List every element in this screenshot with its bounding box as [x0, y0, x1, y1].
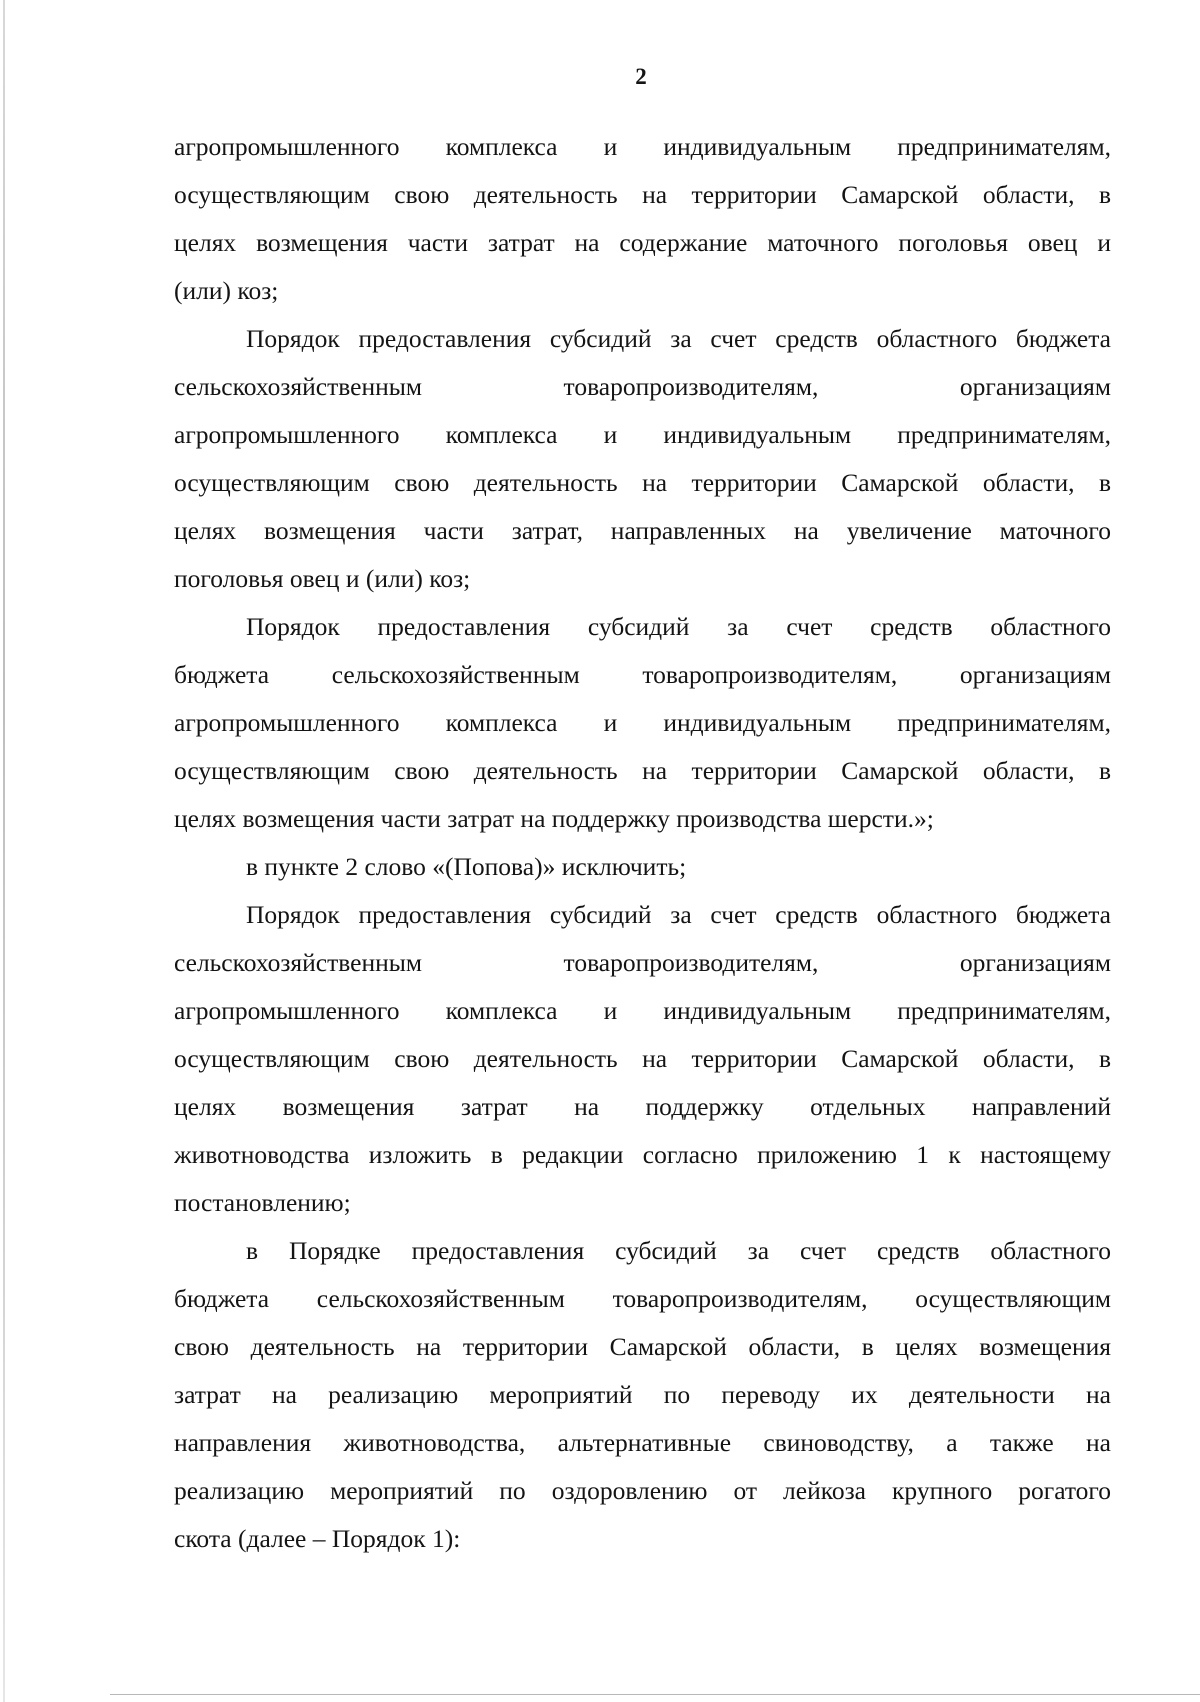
text-line: постановлению; — [174, 1188, 351, 1217]
text-line: осуществляющим свою деятельность на территории Самарской области, в — [174, 468, 1111, 497]
text-line: агропромышленного комплекса и индивидуальным предпринимателям, — [174, 420, 1111, 449]
text-line: (или) коз; — [174, 276, 279, 305]
text-line: поголовья овец и (или) коз; — [174, 564, 471, 593]
text-line: агропромышленного комплекса и индивидуальным предпринимателям, — [174, 708, 1111, 737]
text-line: направления животноводства, альтернативные свиноводству, а также на — [174, 1428, 1111, 1457]
text-line: скота (далее – Порядок 1): — [174, 1524, 461, 1553]
scan-edge-bottom — [110, 1694, 1200, 1695]
text-line: Порядок предоставления субсидий за счет средств областного — [246, 612, 1111, 641]
document-body — [174, 123, 1111, 1563]
text-line: сельскохозяйственным товаропроизводителям, организациям — [174, 948, 1111, 977]
text-line: осуществляющим свою деятельность на территории Самарской области, в — [174, 1044, 1111, 1073]
text-line: агропромышленного комплекса и индивидуальным предпринимателям, — [174, 996, 1111, 1025]
scan-edge-left — [3, 0, 5, 1702]
text-line: осуществляющим свою деятельность на территории Самарской области, в — [174, 756, 1111, 785]
text-line: целях возмещения части затрат на содержание маточного поголовья овец и — [174, 228, 1111, 257]
text-line: бюджета сельскохозяйственным товаропроизводителям, осуществляющим — [174, 1284, 1111, 1313]
text-line: реализацию мероприятий по оздоровлению от лейкоза крупного рогатого — [174, 1476, 1111, 1505]
text-line: Порядок предоставления субсидий за счет средств областного бюджета — [246, 324, 1111, 353]
text-line: целях возмещения затрат на поддержку отдельных направлений — [174, 1092, 1111, 1121]
text-line: свою деятельность на территории Самарской области, в целях возмещения — [174, 1332, 1111, 1361]
text-line: затрат на реализацию мероприятий по переводу их деятельности на — [174, 1380, 1111, 1409]
text-line: в Порядке предоставления субсидий за счет средств областного — [246, 1236, 1111, 1265]
text-line: животноводства изложить в редакции согласно приложению 1 к настоящему — [174, 1140, 1111, 1169]
text-line: целях возмещения части затрат на поддержку производства шерсти.»; — [174, 804, 934, 833]
text-line: целях возмещения части затрат, направленных на увеличение маточного — [174, 516, 1111, 545]
text-line: сельскохозяйственным товаропроизводителям, организациям — [174, 372, 1111, 401]
text-line: Порядок предоставления субсидий за счет средств областного бюджета — [246, 900, 1111, 929]
text-line: агропромышленного комплекса и индивидуальным предпринимателям, — [174, 132, 1111, 161]
text-line: в пункте 2 слово «(Попова)» исключить; — [246, 852, 687, 881]
text-line: бюджета сельскохозяйственным товаропроизводителям, организациям — [174, 660, 1111, 689]
text-line: осуществляющим свою деятельность на территории Самарской области, в — [174, 180, 1111, 209]
page-number: 2 — [635, 64, 647, 89]
